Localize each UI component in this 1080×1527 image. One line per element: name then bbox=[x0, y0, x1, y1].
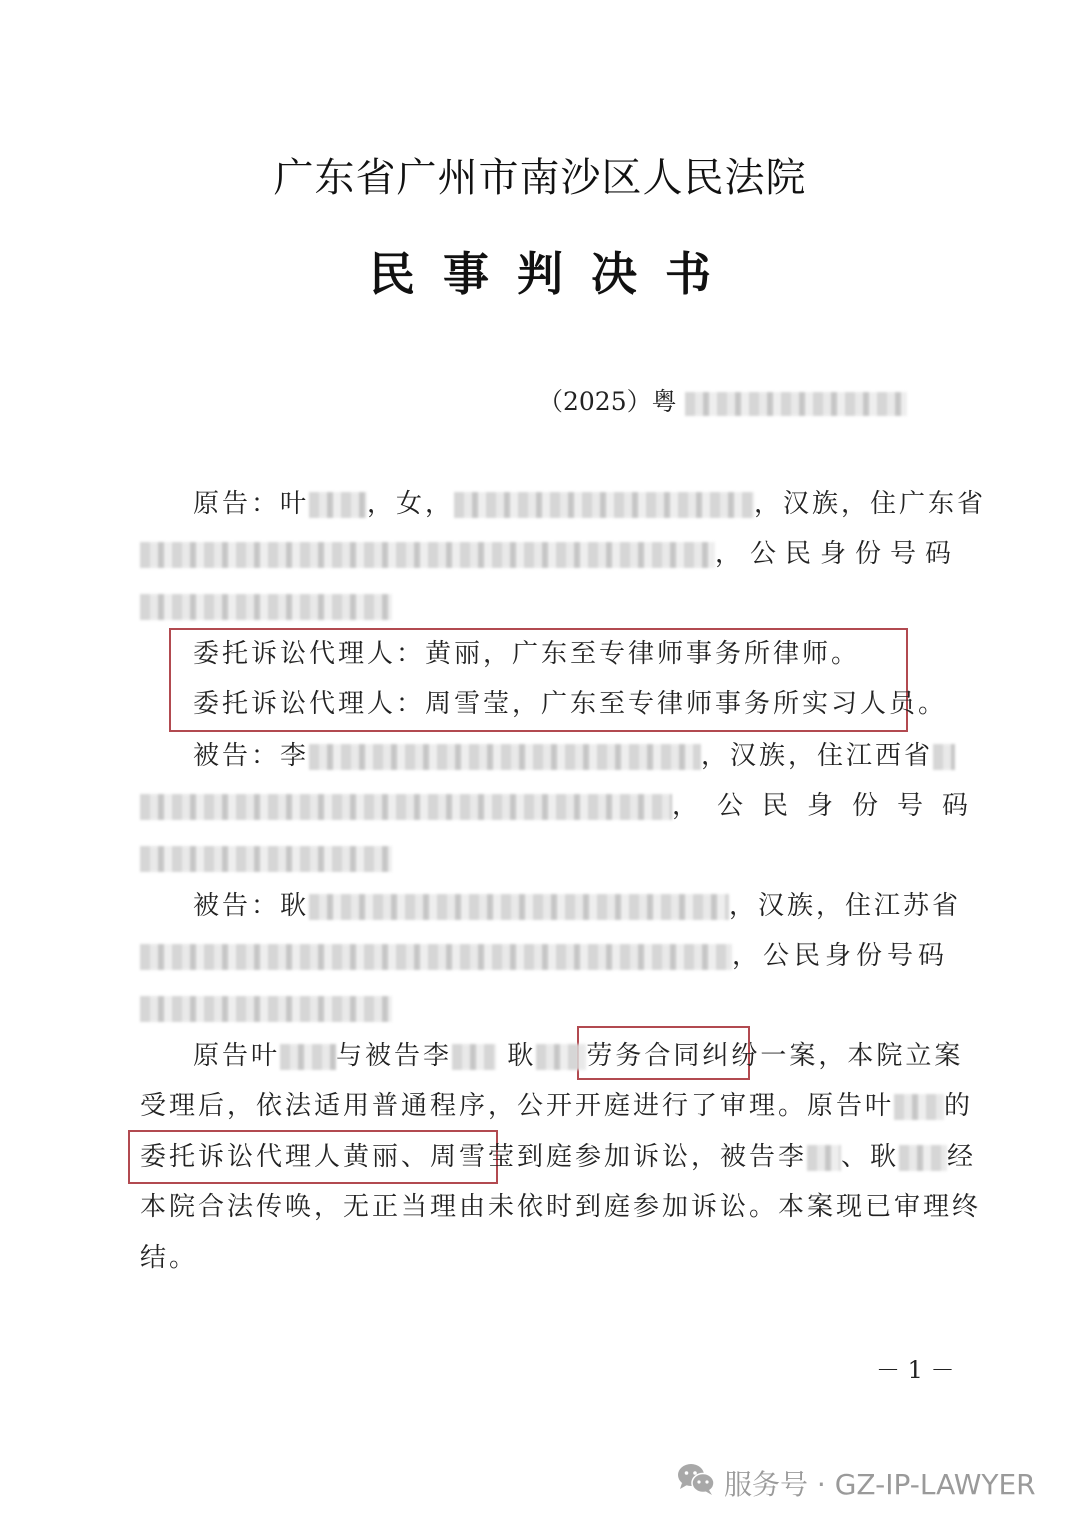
redacted-id-number bbox=[140, 594, 392, 620]
text: 、耿 bbox=[841, 1142, 900, 1172]
watermark-text: 服务号 · GZ-IP-LAWYER bbox=[724, 1467, 1036, 1501]
body-line-3 bbox=[140, 1139, 976, 1175]
plaintiff-label: 原告：叶 bbox=[193, 489, 310, 519]
id-label: ，公民身份号码 bbox=[732, 941, 950, 971]
defendant2-label: 被告：耿 bbox=[193, 891, 310, 921]
defendant2-ethnicity-address: ，汉族，住江苏省 bbox=[729, 891, 962, 921]
redacted-address bbox=[140, 542, 715, 568]
defendant2-line-3 bbox=[140, 990, 392, 1026]
redacted-name bbox=[899, 1145, 947, 1171]
plaintiff-line-3 bbox=[140, 588, 392, 624]
redacted-address bbox=[140, 794, 672, 820]
dispute-type: 劳务合同纠纷 bbox=[586, 1041, 761, 1071]
redacted-name bbox=[536, 1044, 586, 1070]
watermark bbox=[676, 1462, 1036, 1503]
redacted-birthdate bbox=[454, 492, 754, 518]
text: 一案，本院立案 bbox=[760, 1041, 964, 1071]
agent-line-2: 委托诉讼代理人：周雪莹，广东至专律师事务所实习人员。 bbox=[193, 689, 948, 719]
text: 到庭参加诉讼，被告李 bbox=[517, 1142, 808, 1172]
body-line-2 bbox=[140, 1088, 973, 1124]
id-label: ，公民身份号码 bbox=[672, 791, 988, 821]
page-number: － 1 － bbox=[876, 1356, 955, 1384]
redacted-name bbox=[894, 1094, 944, 1120]
id-label: ，公民身份号码 bbox=[715, 539, 961, 569]
court-name: 广东省广州市南沙区人民法院 bbox=[273, 155, 807, 201]
text: 原告叶 bbox=[193, 1041, 281, 1071]
redacted-defendant2-info bbox=[309, 894, 729, 920]
plaintiff-line-1 bbox=[193, 486, 986, 522]
defendant1-ethnicity-address: ，汉族，住江西省 bbox=[701, 741, 934, 771]
agents-attended: 委托诉讼代理人黄丽、周雪莹 bbox=[140, 1142, 518, 1172]
text: 耿 bbox=[507, 1041, 537, 1071]
redacted-defendant1-info bbox=[309, 744, 701, 770]
text: 与被告李 bbox=[336, 1041, 453, 1071]
plaintiff-line-2 bbox=[140, 536, 960, 572]
body-line-4: 本院合法传唤，无正当理由未依时到庭参加诉讼。本案现已审理终 bbox=[140, 1192, 982, 1222]
case-number bbox=[538, 382, 907, 418]
plaintiff-gender: ，女， bbox=[367, 489, 455, 519]
redacted-name bbox=[452, 1044, 496, 1070]
defendant1-line-2 bbox=[140, 788, 987, 824]
redacted-id-number bbox=[140, 996, 392, 1022]
redacted-id-number bbox=[140, 846, 392, 872]
redacted-name bbox=[807, 1145, 841, 1171]
text: 经 bbox=[947, 1142, 977, 1172]
text: 受理后，依法适用普通程序，公开开庭进行了审理。原告叶 bbox=[140, 1091, 895, 1121]
case-number-prefix: （2025）粤 bbox=[538, 387, 677, 416]
defendant1-line-3 bbox=[140, 840, 392, 876]
defendant1-label: 被告：李 bbox=[193, 741, 310, 771]
defendant2-line-2 bbox=[140, 938, 949, 974]
wechat-icon bbox=[676, 1462, 724, 1503]
redacted-address bbox=[140, 944, 732, 970]
redacted-char bbox=[933, 744, 955, 770]
defendant1-line-1 bbox=[193, 738, 955, 774]
defendant2-line-1 bbox=[193, 888, 961, 924]
redacted-case-number bbox=[685, 392, 907, 416]
plaintiff-ethnicity-address: ，汉族，住广东省 bbox=[754, 489, 987, 519]
agent-line-1: 委托诉讼代理人：黄丽，广东至专律师事务所律师。 bbox=[193, 639, 861, 669]
body-line-5: 结。 bbox=[140, 1243, 199, 1273]
redacted-name bbox=[280, 1044, 336, 1070]
body-line-1 bbox=[193, 1038, 963, 1074]
text: 的 bbox=[944, 1091, 974, 1121]
document-type-title: 民事判决书 bbox=[369, 247, 739, 301]
redacted-name bbox=[309, 492, 367, 518]
